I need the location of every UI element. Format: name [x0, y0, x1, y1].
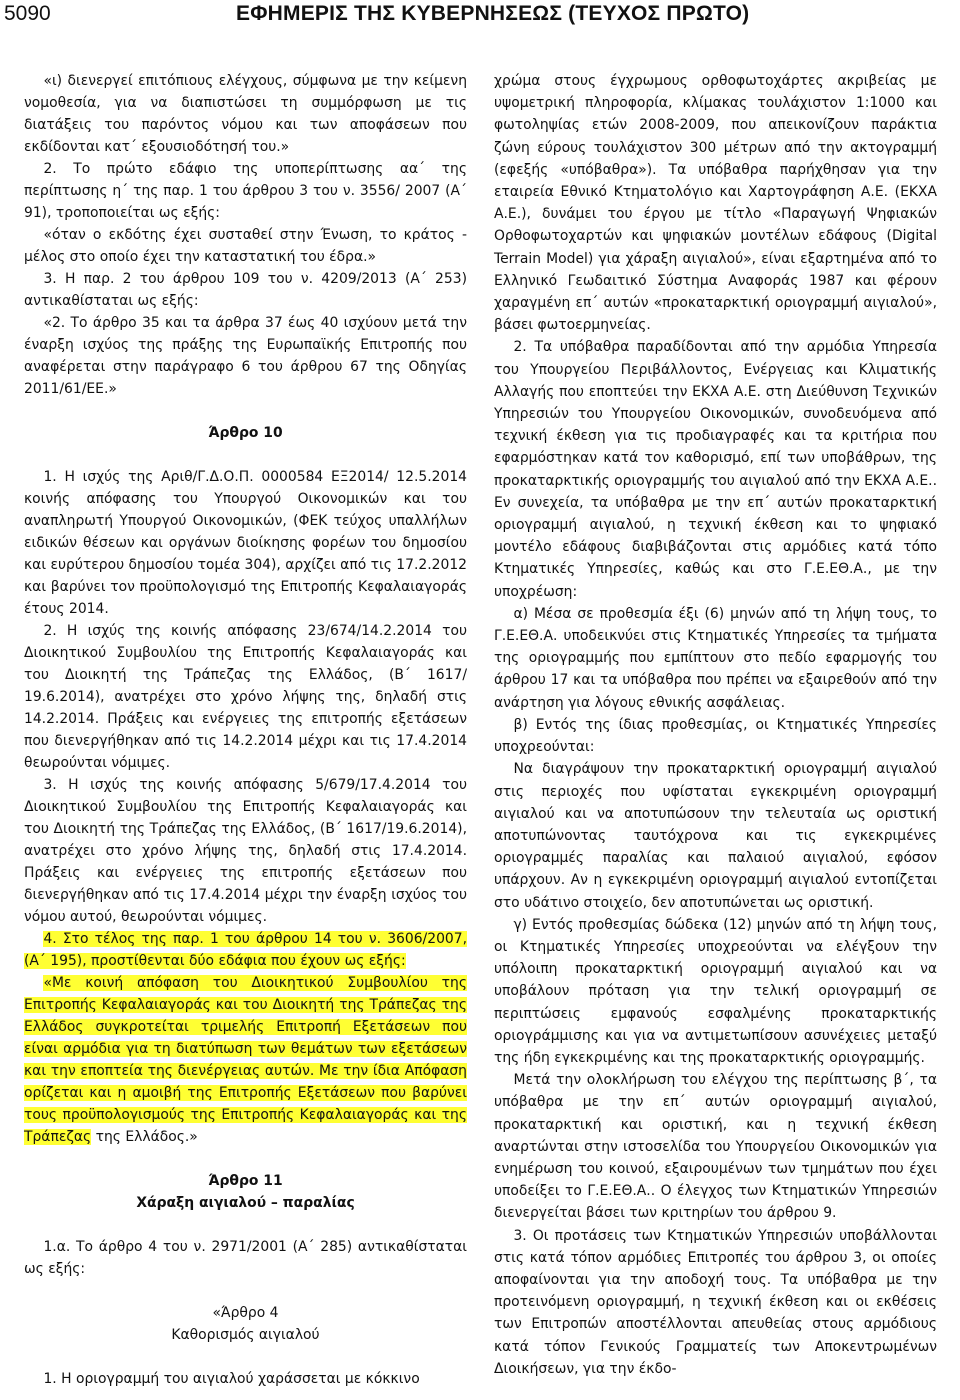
paragraph: «2. Το άρθρο 35 και τα άρθρα 37 έως 40 ισχύουν μετά την έναρξη ισχύος της πράξης της Ευρωπαϊκής Επιτροπής που αναφέρεται στην παράγραφο 6 του άρθρου 67 της Οδηγίας 2011/61/ΕΕ.» — [24, 315, 467, 397]
article-11-heading: Άρθρο 11 — [208, 1173, 283, 1189]
paragraph: Μετά την ολοκλήρωση του ελέγχου της περίπτωσης β΄, τα υπόβαθρα με την επ΄ αυτών οριογραμμή αιγιαλού, προκαταρκτική και οριστική, και η τεχνική έκθεση αναρτώνται στην ιστοσελίδα του Υπουργείου Οικονομικών για ενημέρωση του κοινού, εξαιρουμένων των τμημάτων που έχει υποδείξει το Γ.Ε.ΕΘ.Α.. Ο έλεγχος των Κτηματικών Υπηρεσιών διενεργείται βάσει των κριτηρίων του άρθρου 9. — [494, 1072, 937, 1222]
highlighted-text: 4. Στο τέλος της παρ. 1 του άρθρου 14 του ν. 3606/2007, (Α΄ 195), προστίθενται δύο εδάφια που έχουν ως εξής: — [24, 931, 467, 969]
paragraph: Να διαγράψουν την προκαταρκτική οριογραμμή αιγιαλού στις περιοχές που υφίσταται εγκεκριμένη οριογραμμή αιγιαλού και να αποτυπώσουν την τελευταία ως οριστική αποτυπώνοντας ταυτόχρονα και τις εγκεκριμένες οριογραμμές παραλίας και παλαιού αιγιαλού, εφόσον υπάρχουν. Αν η εγκεκριμένη οριογραμμή αιγιαλού εντοπίζεται στο υδάτινο στοιχείο, δεν αποτυπώνεται ως οριστική. — [494, 761, 937, 911]
paragraph: 1. Η ισχύς της Αριθ/Γ.Δ.Ο.Π. 0000584 ΕΞ2014/ 12.5.2014 κοινής απόφασης του Υπουργού Οικονομικών και του αναπληρωτή Υπουργού Οικονομικών, (ΦΕΚ τεύχος υπαλλήλων ειδικών θέσεων και οργάνων διοίκησης φορέων του δημοσίου και ευρύτερου δημοσίου τομέα 304), αρχίζει από τις 17.2.2012 και βαρύνει τον προϋπολογισμό της Επιτροπής Κεφαλαιαγοράς έτους 2014. — [24, 469, 467, 617]
paragraph: 2. Τα υπόβαθρα παραδίδονται από την αρμόδια Υπηρεσία του Υπουργείου Περιβάλλοντος, Ενέργειας και Κλιματικής Αλλαγής που εποπτεύει την ΕΚΧΑ Α.Ε. στη Διεύθυνση Τεχνικών Υπηρεσιών του Υπουργείου Οικονομικών, συνοδευόμενα από τεχνική έκθεση για τις προδιαγραφές και τα κριτήρια που εφαρμόστηκαν κατά τον καθορισμό, επί των υποβάθρων, της προκαταρκτικής οριογραμμής του αιγιαλού από την ΕΚΧΑ Α.Ε.. Εν συνεχεία, τα υπόβαθρα με την επ΄ αυτών προκαταρκτική οριογραμμή αιγιαλού, η τεχνική έκθεση και το ψηφιακό μοντέλο εδάφους διαβιβάζονται στις αρμόδιες κατά τόπο Κτηματικές Υπηρεσίες, καθώς και στο Γ.Ε.ΕΘ.Α., με την υποχρέωση: — [494, 339, 937, 600]
paragraph: γ) Εντός προθεσμίας δώδεκα (12) μηνών από τη λήψη τους, οι Κτηματικές Υπηρεσίες υποχρεούνται να ελέγξουν την υπόλοιπη προκαταρκτική οριογραμμή αιγιαλού και να υποβάλουν πρόταση για την τελική οριογραμμή σε περιπτώσεις εμφανούς εσφαλμένης προκαταρκτικής οριογράμμισης και για να αντιμετωπίσουν ασυνέχειες μεταξύ της ήδη εγκεκριμένης και της προκαταρκτικής οριογραμμής. — [494, 916, 937, 1066]
paragraph: 1. Η οριογραμμή του αιγιαλού χαράσσεται με κόκκινο — [43, 1371, 420, 1387]
highlighted-text: «Με κοινή απόφαση του Διοικητικού Συμβουλίου της Επιτροπής Κεφαλαιαγοράς και του Διοικητή της Τράπεζας της Ελλάδος συγκροτείται τριμελής Επιτροπή Εξετάσεων που είναι αρμόδια για τη διατύπωση των θεμάτων των εξετάσεων και την εποπτεία της διενέργειας αυτών. Με την ίδια Απόφαση ορίζεται και η αμοιβή της Επιτροπής Εξετάσεων που βαρύνει τους προϋπολογισμούς της Επιτροπής Κεφαλαιαγοράς και της Τράπεζας — [24, 975, 467, 1145]
highlighted-paragraph — [24, 928, 467, 972]
page-number: 5090 — [4, 2, 51, 25]
article-11-subheading: Χάραξη αιγιαλού – παραλίας — [136, 1195, 355, 1211]
highlighted-paragraph — [24, 972, 467, 1148]
paragraph: α) Μέσα σε προθεσμία έξι (6) μηνών από τη λήψη τους, το Γ.Ε.ΕΘ.Α. υποδεικνύει στις Κτηματικές Υπηρεσίες τα τμήματα της οριογραμμής που εμπίπτουν στο πεδίο εφαρμογής του άρθρου 17 και τα υπόβαθρα που πρέπει να εξαιρεθούν από την ανάρτηση για λόγους εθνικής ασφάλειας. — [494, 605, 937, 711]
paragraph: 3. Οι προτάσεις των Κτηματικών Υπηρεσιών υποβάλλονται στις κατά τόπον αρμόδιες Επιτροπές του άρθρου 3, οι οποίες αποφαίνονται για την αποδοχή τους. Τα υπόβαθρα με την προτεινόμενη οριογραμμή, η τεχνική έκθεση και οι εκθέσεις των Επιτροπών αποστέλλονται απευθείας στους αρμόδιους κατά τόπον Γενικούς Γραμματείς των Αποκεντρωμένων Διοικήσεων, για την έκδο- — [494, 1227, 937, 1377]
right-column — [494, 70, 937, 1380]
left-column — [24, 70, 467, 1390]
paragraph: 3. Η ισχύς της κοινής απόφασης 5/679/17.4.2014 του Διοικητικού Συμβουλίου της Επιτροπής Κεφαλαιαγοράς και του Διοικητή της Τράπεζας της Ελλάδος, (Β΄ 1617/19.6.2014), ανατρέχει στο χρόνο λήψης της, δηλαδή στις 17.4.2014. Πράξεις και ενέργειες της επιτροπής εξετάσεων που διενεργήθηκαν από τις 17.4.2014 μέχρι την έναρξη ισχύος του νόμου αυτού, θεωρούνται νόμιμες. — [24, 777, 467, 925]
quoted-article-subheading: Καθορισμός αιγιαλού — [171, 1327, 320, 1343]
page-header — [0, 0, 960, 34]
gazette-title: ΕΦΗΜΕΡΙΣ ΤΗΣ ΚΥΒΕΡΝΗΣΕΩΣ (ΤΕΥΧΟΣ ΠΡΩΤΟ) — [236, 2, 750, 25]
paragraph: χρώμα στους έγχρωμους ορθοφωτοχάρτες ακριβείας με υψομετρική πληροφορία, κλίμακας τουλάχιστον 1:1000 και φωτοληψίας ετών 2008-2009, που απεικονίζουν παράκτια ζώνη εύρους τουλάχιστον 300 μέτρων από την ακτογραμμή (εφεξής «υπόβαθρα»). Τα υπόβαθρα παρήχθησαν για την εταιρεία Εθνικό Κτηματολόγιο και Χαρτογράφηση Α.Ε. (ΕΚΧΑ Α.Ε.), δυνάμει του έργου με τίτλο «Παραγωγή Ψηφιακών Ορθοφωτοχαρτών και ψηφιακών μοντέλων εδάφους (Digital Terrain Model) για χάραξη αιγιαλού», είναι εξαρτημένα από το Ελληνικό Γεωδαιτικό Σύστημα Αναφοράς 1987 και φέρουν χαραγμένη επ΄ αυτών «προκαταρκτική οριογραμμή αιγιαλού», βάσει φωτοερμηνείας. — [494, 73, 937, 334]
paragraph: 3. Η παρ. 2 του άρθρου 109 του ν. 4209/2013 (Α΄ 253) αντικαθίσταται ως εξής: — [24, 271, 467, 309]
paragraph-tail: της Ελλάδος.» — [95, 1129, 198, 1145]
paragraph: β) Εντός της ίδιας προθεσμίας, οι Κτηματικές Υπηρεσίες υποχρεούνται: — [494, 716, 937, 756]
article-10-heading: Άρθρο 10 — [208, 425, 283, 441]
paragraph: «όταν ο εκδότης έχει συσταθεί στην Ένωση, το κράτος - μέλος στο οποίο έχει την καταστατική του έδρα.» — [24, 227, 467, 265]
paragraph: 2. Το πρώτο εδάφιο της υποπερίπτωσης αα΄ της περίπτωσης η΄ της παρ. 1 του άρθρου 3 του ν. 3556/ 2007 (Α΄ 91), τροποποιείται ως εξής: — [24, 161, 467, 221]
paragraph: «ι) διενεργεί επιτόπιους ελέγχους, σύμφωνα με την κείμενη νομοθεσία, για να διαπιστώσει τη συμμόρφωση με τις διατάξεις του παρόντος νόμου και των αποφάσεων που εκδίδονται κατ΄ εξουσιοδότησή του.» — [24, 73, 467, 155]
quoted-article-heading: «Άρθρο 4 — [212, 1305, 279, 1321]
paragraph: 2. Η ισχύς της κοινής απόφασης 23/674/14.2.2014 του Διοικητικού Συμβουλίου της Επιτροπής Κεφαλαιαγοράς και του Διοικητή της Τράπεζας της Ελλάδος, (Β΄ 1617/ 19.6.2014), ανατρέχει στο χρόνο λήψης της, δηλαδή στις 14.2.2014. Πράξεις και ενέργειες της επιτροπής εξετάσεων που διενεργήθηκαν από τις 14.2.2014 μέχρι και τις 17.4.2014 θεωρούνται νόμιμες. — [24, 623, 467, 771]
paragraph: 1.α. Το άρθρο 4 του ν. 2971/2001 (Α΄ 285) αντικαθίσταται ως εξής: — [24, 1239, 467, 1277]
